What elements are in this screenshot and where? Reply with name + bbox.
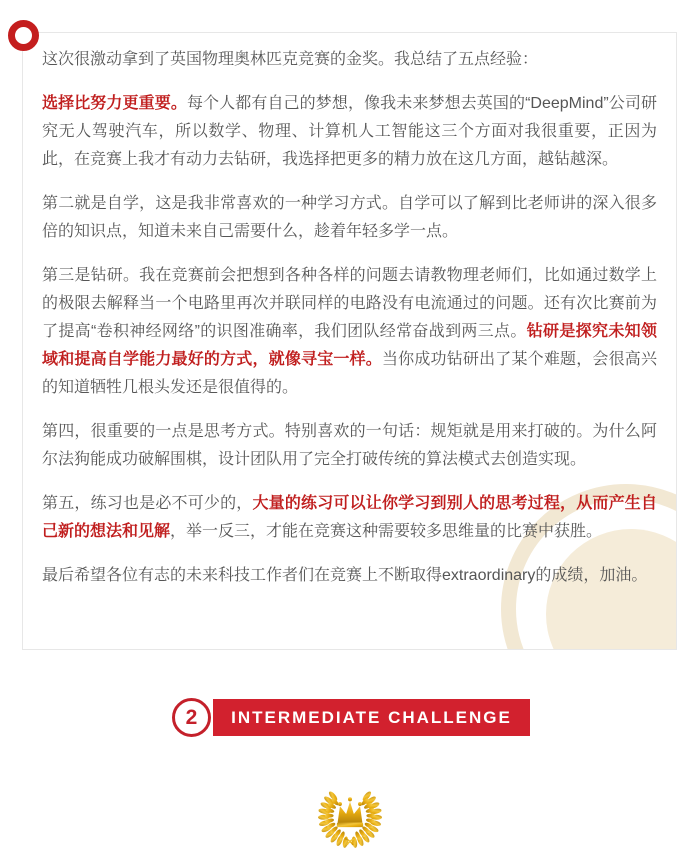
highlight-text: 钻研是探究未知领域和提高自学能力最好的方式，就像寻宝一样。: [42, 323, 657, 368]
paragraph: [42, 418, 657, 474]
paragraph: [42, 90, 657, 174]
article-card: [22, 32, 677, 650]
text-segment: 这次很激动拿到了英国物理奥林匹克竞赛的金奖。我总结了五点经验：: [42, 51, 539, 68]
paragraph: [42, 562, 657, 590]
text-segment: 第三是钻研。我在竞赛前会把想到各种各样的问题去请教物理老师们，比如通过数学上的极限去解释当一个电路里再次并联同样的电路没有电流通过的问题。还有次比赛前为了提高“卷积神经网络”的识图准确率，我们团队经常奋战到两三点。: [42, 267, 657, 340]
text-segment: ，举一反三，才能在竞赛这种需要较多思维量的比赛中获胜。: [170, 523, 603, 540]
challenge-banner-bar: [213, 699, 530, 736]
challenge-number: 2: [185, 705, 198, 729]
red-ring-icon: [8, 20, 39, 51]
paragraph: [42, 262, 657, 402]
paragraph: [42, 46, 657, 74]
text-segment: 第五，练习也是必不可少的，: [42, 495, 253, 512]
text-segment: 每个人都有自己的梦想，像我未来梦想去英国的“DeepMind”公司研究无人驾驶汽车，所以数学、物理、计算机人工智能这三个方面对我很重要，正因为此，在竞赛上我才有动力去钻研，我选择把更多的精力放在这几方面，越钻越深。: [42, 95, 657, 168]
highlight-text: 大量的练习可以让你学习到别人的思考过程，从而产生自己新的想法和见解: [42, 495, 657, 540]
text-segment: 第四，很重要的一点是思考方式。特别喜欢的一句话：规矩就是用来打破的。为什么阿尔法狗能成功破解围棋，设计团队用了完全打破传统的算法模式去创造实现。: [42, 423, 657, 468]
highlight-text: 选择比努力更重要。: [42, 95, 187, 112]
paragraph: [42, 490, 657, 546]
text-segment: 第二就是自学，这是我非常喜欢的一种学习方式。自学可以了解到比老师讲的深入很多倍的知识点，知道未来自己需要什么，趁着年轻多学一点。: [42, 195, 657, 240]
text-segment: 最后希望各位有志的未来科技工作者们在竞赛上不断取得extraordinary的成绩，加油。: [42, 567, 648, 584]
laurel-crown-emblem-icon: [311, 780, 389, 848]
challenge-number-badge: [172, 698, 211, 737]
text-segment: 当你成功钻研出了某个难题，会很高兴的知道牺牲几根头发还是很值得的。: [42, 351, 657, 396]
challenge-banner-label: INTERMEDIATE CHALLENGE: [231, 707, 512, 727]
paragraph: [42, 190, 657, 246]
